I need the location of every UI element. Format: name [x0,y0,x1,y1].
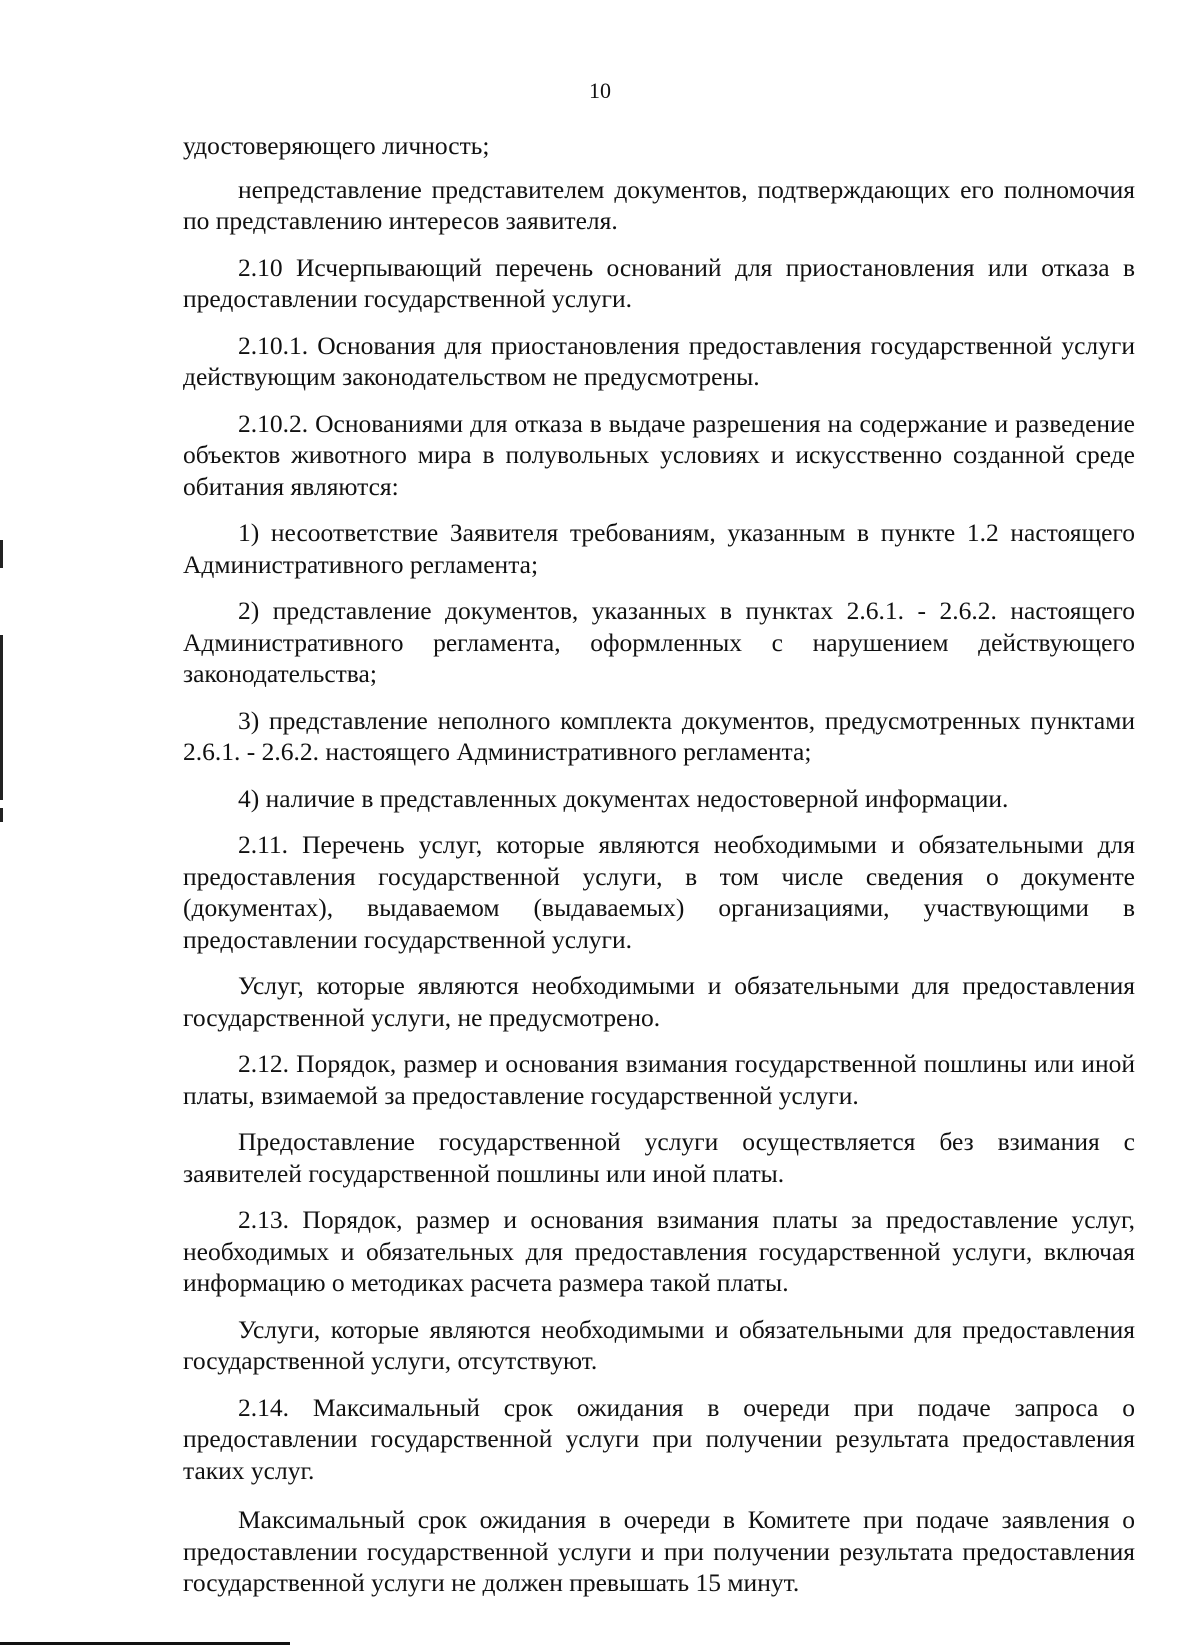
list-item-3: 3) представление неполного комплекта документов, предусмотренных пунктами 2.6.1. - 2.6.2. настоящего Административного регламента; [183,705,1135,766]
paragraph-2-10-1: 2.10.1. Основания для приостановления предоставления государственной услуги действующим законодательством не предусмотрены. [183,330,1135,391]
bottom-rule [0,1642,290,1645]
paragraph-continuation: удостоверяющего личность; [183,131,490,160]
paragraph: Услуги, которые являются необходимыми и обязательными для предоставления государственной услуги, отсутствуют. [183,1314,1135,1375]
paragraph-2-10-2: 2.10.2. Основаниями для отказа в выдаче разрешения на содержание и разведение объектов животного мира в полувольных условиях и искусственно созданной среде обитания являются: [183,408,1135,501]
list-item-1: 1) несоответствие Заявителя требованиям, указанным в пункте 1.2 настоящего Административного регламента; [183,518,1135,579]
paragraph: Услуг, которые являются необходимыми и обязательными для предоставления государственной услуги, не предусмотрено. [183,971,1135,1032]
scan-edge-mark [0,540,3,568]
section-heading-2-13: 2.13. Порядок, размер и основания взимания платы за предоставление услуг, необходимых и обязательных для предоставления государственной услуги, включая информацию о методиках расчета размера такой платы. [183,1205,1135,1297]
document-body [183,130,1135,1614]
list-item-2: 2) представление документов, указанных в пунктах 2.6.1. - 2.6.2. настоящего Административного регламента, оформленных с нарушением действующего законодательства; [183,596,1135,688]
section-heading-2-12: 2.12. Порядок, размер и основания взимания государственной пошлины или иной платы, взимаемой за предоставление государственной услуги. [183,1049,1135,1110]
paragraph: Максимальный срок ожидания в очереди в Комитете при подаче заявления о предоставлении государственной услуги и при получении результата предоставления государственной услуги не должен превышать 15 минут. [183,1505,1135,1597]
section-heading-2-10: 2.10 Исчерпывающий перечень оснований для приостановления или отказа в предоставлении государственной услуги. [183,252,1135,313]
list-item-4: 4) наличие в представленных документах недостоверной информации. [238,783,1009,813]
paragraph: Предоставление государственной услуги осуществляется без взимания с заявителей государственной пошлины или иной платы. [183,1127,1135,1188]
scan-edge-mark [0,635,3,800]
paragraph: непредставление представителем документов, подтверждающих его полномочия по представлению интересов заявителя. [183,174,1135,235]
page-number: 10 [589,78,611,103]
scan-edge-mark [0,808,3,822]
section-heading-2-14: 2.14. Максимальный срок ожидания в очереди при подаче запроса о предоставлении государственной услуги при получении результата предоставления таких услуг. [183,1392,1135,1485]
section-heading-2-11: 2.11. Перечень услуг, которые являются необходимыми и обязательными для предоставления государственной услуги, в том числе сведения о документе (документах), выдаваемом (выдаваемых) организациями, участвующими в предоставлении государственной услуги. [183,830,1135,954]
